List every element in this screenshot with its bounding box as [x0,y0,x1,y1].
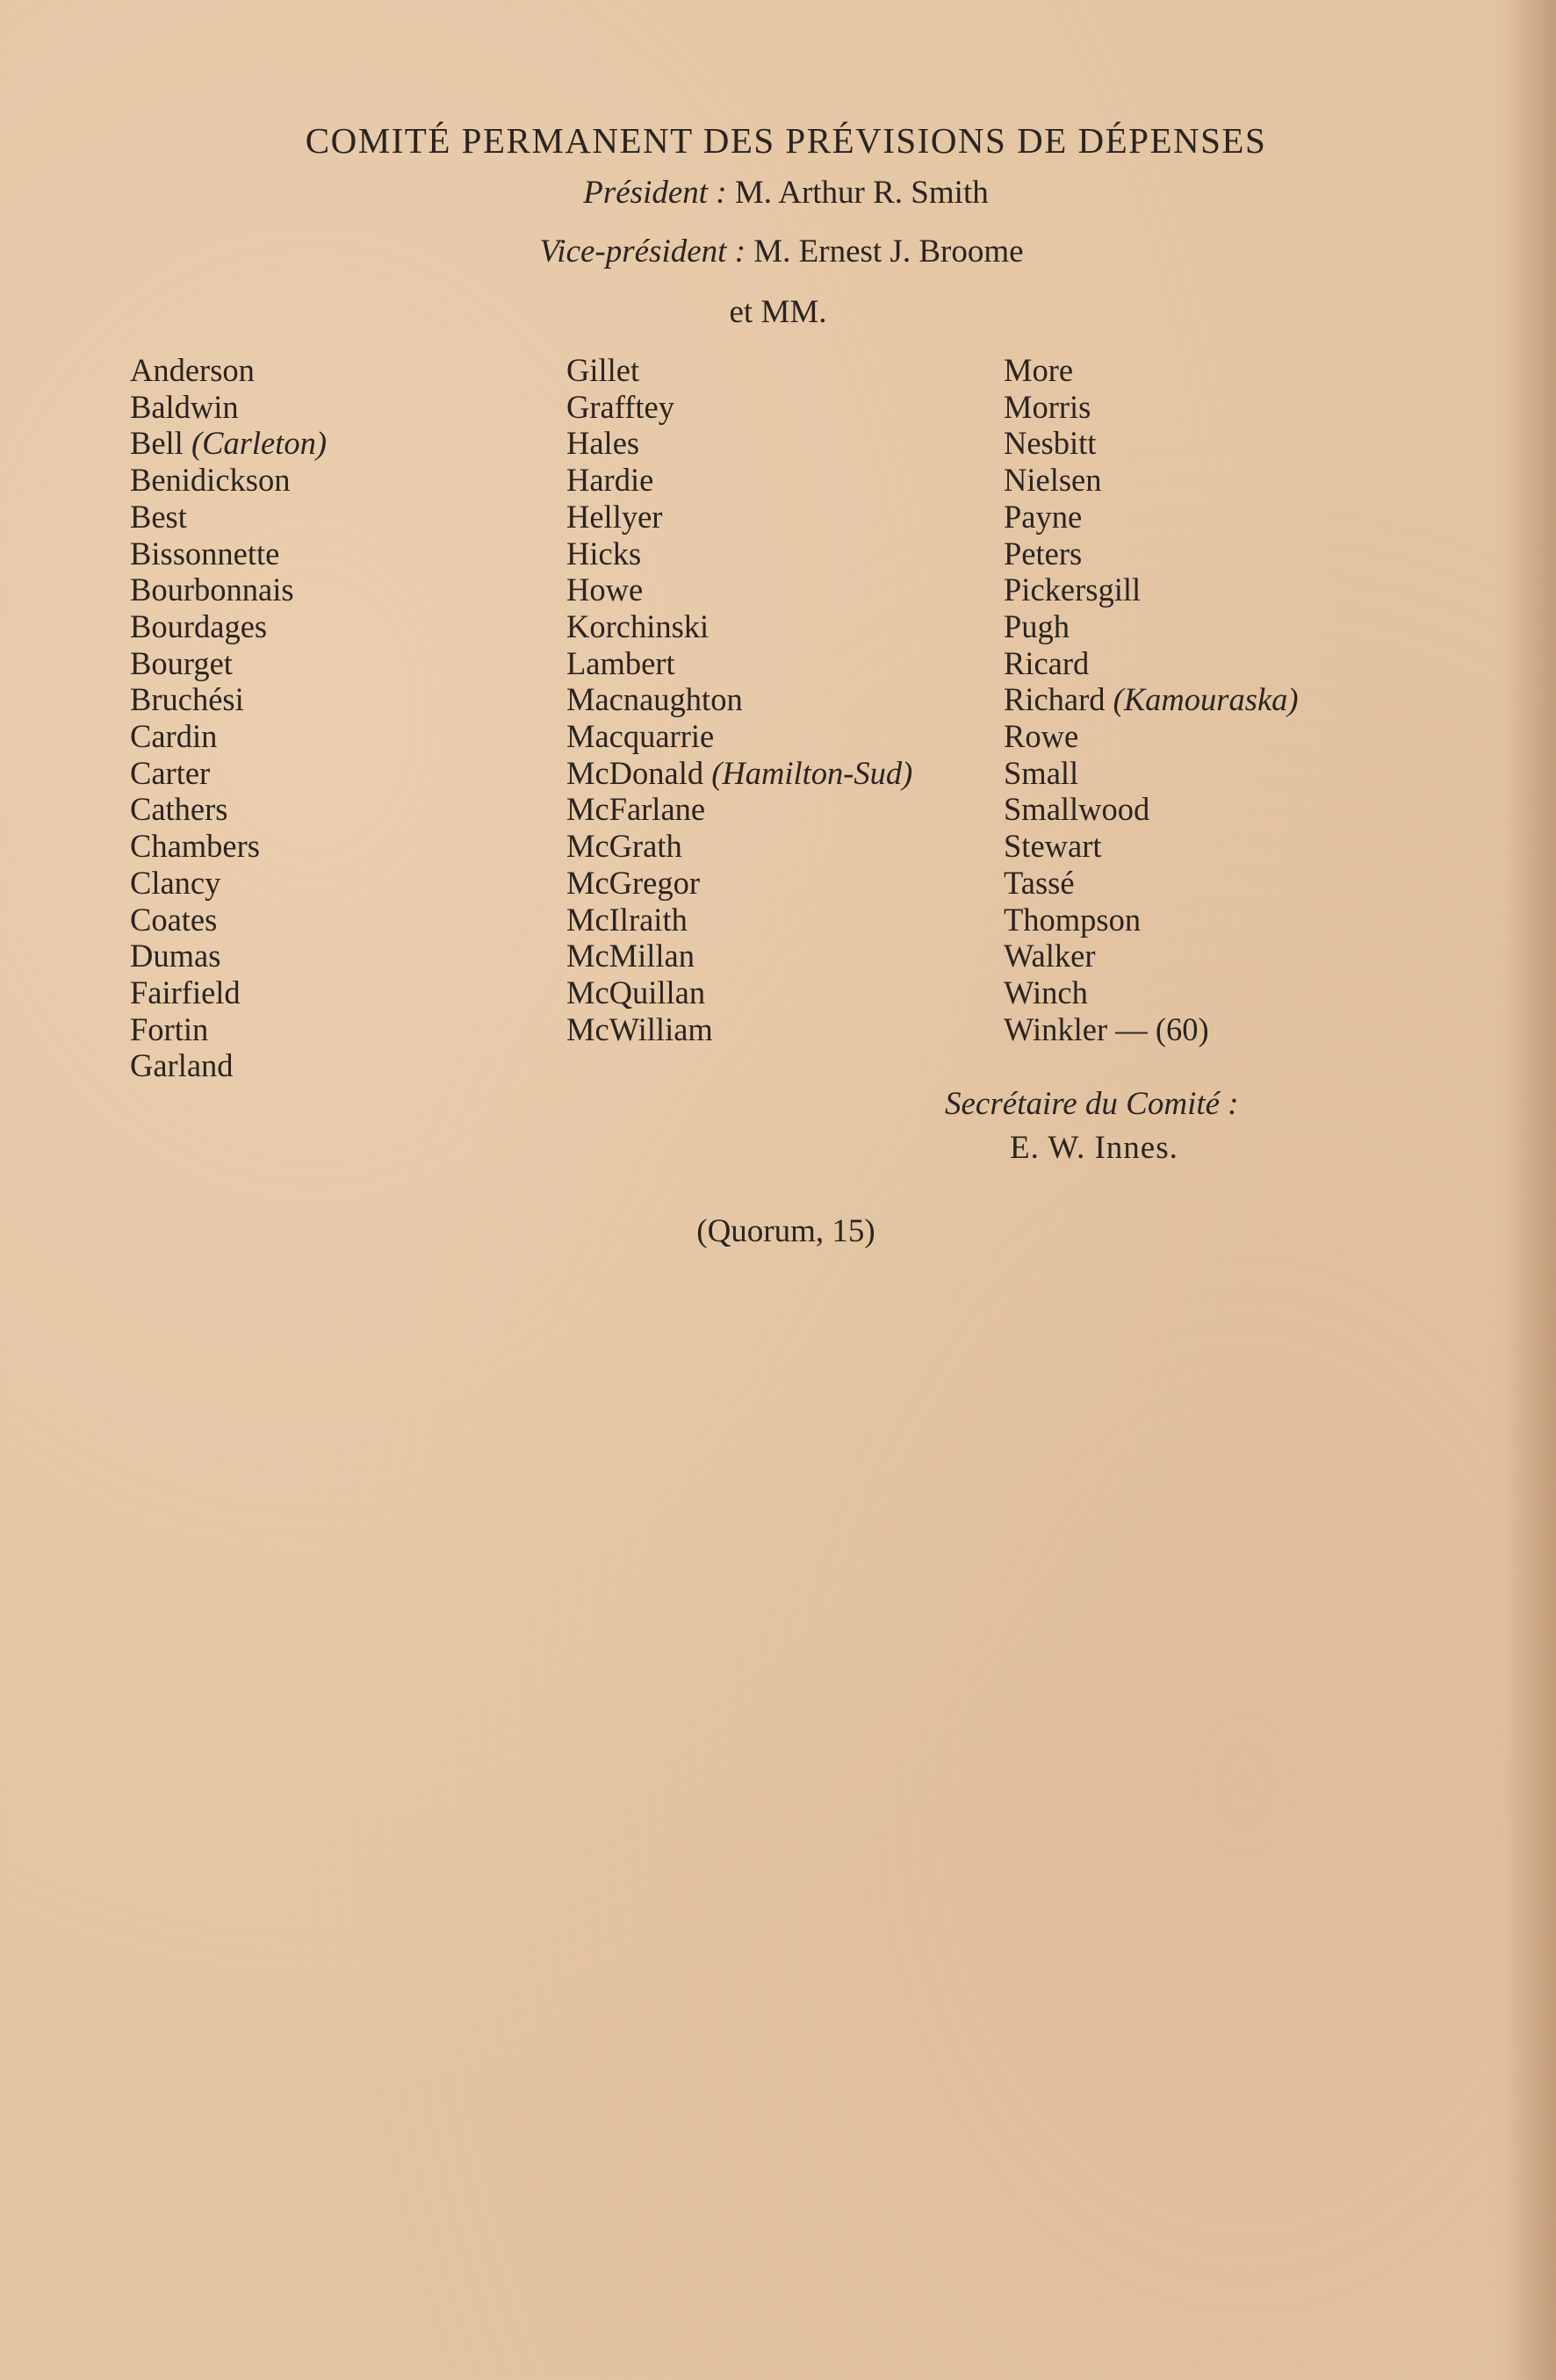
member-item [130,572,534,608]
member-name: Best [130,498,187,535]
member-name: Stewart [1004,828,1102,865]
member-item [130,536,534,572]
member-item [566,902,1005,938]
member-name: Hicks [566,535,642,572]
member-name: Nielsen [1004,462,1102,499]
president-label: Président : [583,175,727,211]
member-name: Clancy [130,864,221,901]
member-item [130,1011,534,1048]
member-item [566,462,1005,499]
member-item [1004,352,1531,389]
member-item [1004,1011,1531,1048]
member-name: Rowe [1004,718,1079,755]
member-name: Payne [1004,498,1083,535]
members-column-2 [566,352,1005,1047]
member-name: Richard [1004,681,1106,718]
member-item [566,352,1005,389]
member-riding: (Hamilton-Sud) [711,754,913,791]
member-item [1004,462,1531,499]
member-name: Winkler — (60) [1004,1010,1209,1047]
member-name: Hardie [566,462,654,499]
member-item [566,681,1005,718]
member-name: Cardin [130,718,218,755]
member-item [130,755,534,792]
member-item [130,974,534,1011]
member-item [1004,645,1531,682]
member-item [1004,499,1531,536]
member-name: McIlraith [566,901,688,938]
vice-president-line [0,231,1556,273]
member-item [566,791,1005,828]
member-name: McWilliam [566,1010,713,1047]
member-name: Winch [1004,974,1088,1010]
member-item [130,681,534,718]
member-item [1004,389,1531,426]
members-column-1 [130,352,534,1084]
member-item [130,791,534,828]
member-name: Dumas [130,938,221,974]
member-riding: (Kamouraska) [1113,681,1299,718]
member-item [566,499,1005,536]
member-item [566,536,1005,572]
member-item [130,462,534,499]
member-item [130,938,534,974]
member-name: Gillet [566,352,640,388]
member-name: Baldwin [130,388,239,425]
secretary-title: Secrétaire du Comité : [945,1086,1239,1122]
member-name: Bruchési [130,681,244,718]
member-name: Pugh [1004,608,1070,644]
vice-president-name: M. Ernest J. Broome [753,234,1024,270]
member-name: Howe [566,572,644,608]
member-item [1004,791,1531,828]
member-item [1004,608,1531,645]
secretary-name: E. W. Innes. [1010,1130,1178,1166]
member-item [1004,902,1531,938]
member-item [566,572,1005,608]
member-item [1004,681,1531,718]
member-name: Cathers [130,791,228,828]
member-item [566,938,1005,974]
members-intro: et MM. [729,294,827,330]
member-name: Nesbitt [1004,425,1097,462]
member-name: McDonald [566,754,704,791]
member-name: Hales [566,425,640,462]
member-item [130,902,534,938]
member-name: Bell [130,425,184,462]
member-name: Lambert [566,644,675,681]
member-item [1004,718,1531,755]
member-item [1004,755,1531,792]
quorum-note: (Quorum, 15) [696,1213,875,1249]
member-name: Tassé [1004,864,1075,901]
member-name: Bissonnette [130,535,280,572]
member-item [130,1047,534,1084]
member-name: Bourbonnais [130,572,294,608]
member-name: Chambers [130,828,260,865]
member-name: Bourget [130,644,233,681]
member-item [130,865,534,902]
member-item [566,755,1005,792]
member-item [1004,572,1531,608]
member-item [1004,865,1531,902]
member-name: Benidickson [130,462,291,499]
member-item [566,865,1005,902]
member-item [566,389,1005,426]
member-item [130,828,534,865]
member-name: Pickersgill [1004,572,1142,608]
member-name: Peters [1004,535,1083,572]
member-item [566,974,1005,1011]
member-name: McGregor [566,864,701,901]
member-name: More [1004,352,1074,388]
member-name: Anderson [130,352,255,388]
member-name: Carter [130,754,211,791]
member-name: McGrath [566,828,682,865]
member-item [130,499,534,536]
member-item [1004,425,1531,462]
member-name: Garland [130,1047,234,1084]
committee-title: COMITÉ PERMANENT DES PRÉVISIONS DE DÉPENSES [305,120,1267,161]
member-name: McMillan [566,938,695,974]
president-name: M. Arthur R. Smith [734,175,989,211]
member-item [566,718,1005,755]
member-name: Walker [1004,938,1096,974]
member-item [130,608,534,645]
member-riding: (Carleton) [191,425,328,462]
member-name: Coates [130,901,218,938]
member-name: Ricard [1004,644,1090,681]
vice-president-label: Vice-président : [539,234,746,270]
member-item [130,645,534,682]
member-name: Thompson [1004,901,1142,938]
member-item [566,828,1005,865]
member-name: Grafftey [566,388,674,425]
member-name: Hellyer [566,498,663,535]
member-name: Macquarrie [566,718,715,755]
members-column-3 [1004,352,1531,1047]
member-name: Fairfield [130,974,241,1010]
member-item [1004,974,1531,1011]
president-line [0,172,1556,214]
member-item [566,608,1005,645]
member-item [130,425,534,462]
member-name: Small [1004,754,1079,791]
member-item [566,645,1005,682]
member-name: Fortin [130,1010,209,1047]
member-item [566,1011,1005,1048]
member-name: Macnaughton [566,681,743,718]
member-item [130,389,534,426]
member-item [1004,938,1531,974]
member-name: Korchinski [566,608,710,644]
member-name: McQuillan [566,974,706,1010]
member-name: McFarlane [566,791,706,828]
member-item [566,425,1005,462]
member-item [130,718,534,755]
member-name: Smallwood [1004,791,1150,828]
member-item [1004,828,1531,865]
member-item [1004,536,1531,572]
member-name: Bourdages [130,608,268,644]
member-item [130,352,534,389]
member-name: Morris [1004,388,1091,425]
